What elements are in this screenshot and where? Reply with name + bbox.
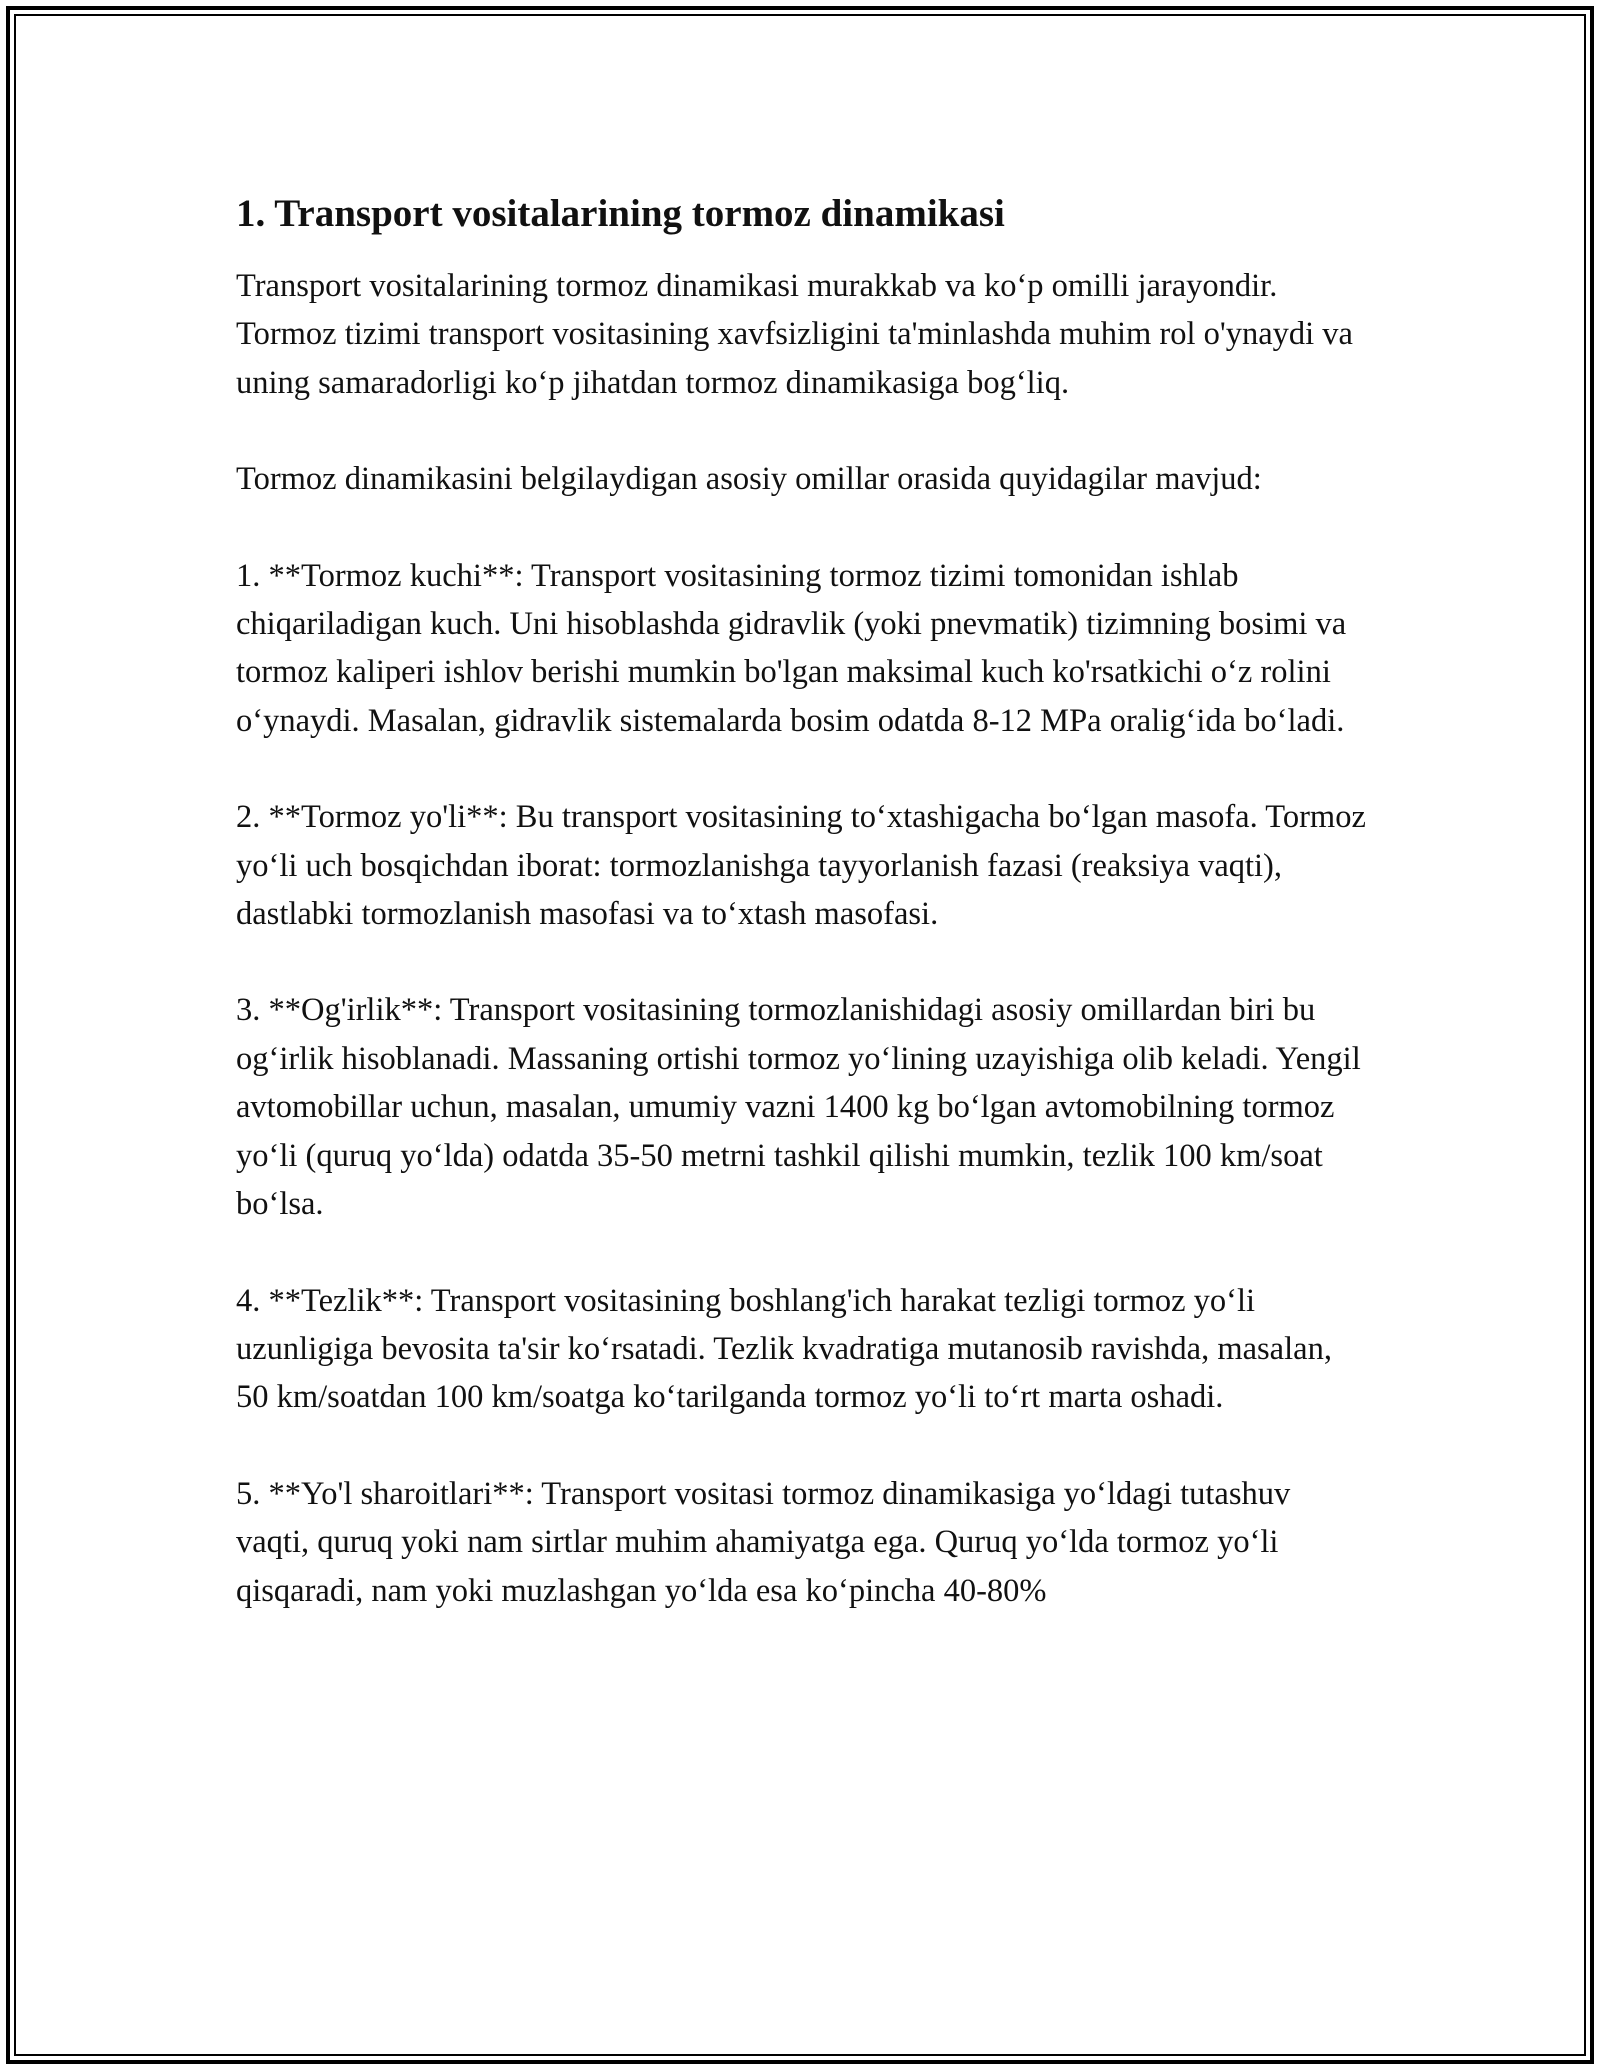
section-heading: 1. Transport vositalarining tormoz dinamikasi — [236, 192, 1005, 235]
paragraph-item-1: 1. **Tormoz kuchi**: Transport vositasining tormoz tizimi tomonidan ishlab chiqariladigan kuch. Uni hisoblashda gidravlik (yoki pnevmatik) tizimning bosimi va tormoz kaliperi ishlov berishi mumkin bo'lgan maksimal kuch ko'rsatkichi o‘z rolini o‘ynaydi. Masalan, gidravlik sistemalarda bosim odatda 8-12 MPa oralig‘ida bo‘ladi. — [236, 557, 1347, 739]
paragraph-item-5: 5. **Yo'l sharoitlari**: Transport vositasi tormoz dinamikasiga yo‘ldagi tutashuv vaqti, quruq yoki nam sirtlar muhim ahamiyatga ega. Quruq yo‘lda tormoz yo‘li qisqaradi, nam yoki muzlashgan yo‘lda esa ko‘pincha 40-80% — [236, 1475, 1291, 1609]
paragraph-factors-lead: Tormoz dinamikasini belgilaydigan asosiy omillar orasida quyidagilar mavjud: — [236, 461, 1262, 498]
paragraph-item-2: 2. **Tormoz yo'li**: Bu transport vositasining to‘xtashigacha bo‘lgan masofa. Tormoz yo‘li uch bosqichdan iborat: tormozlanishga tayyorlanish fazasi (reaksiya vaqti), dastlabki tormozlanish masofasi va to‘xtash masofasi. — [236, 799, 1366, 933]
paragraph-item-3: 3. **Og'irlik**: Transport vositasining tormozlanishidagi asosiy omillardan biri bu og‘irlik hisoblanadi. Massaning ortishi tormoz yo‘lining uzayishiga olib keladi. Yengil avtomobillar uchun, masalan, umumiy vazni 1400 kg bo‘lgan avtomobilning tormoz yo‘li (quruq yo‘lda) odatda 35-50 metrni tashkil qilishi mumkin, tezlik 100 km/soat bo‘lsa. — [236, 992, 1361, 1223]
paragraph-intro: Transport vositalarining tormoz dinamikasi murakkab va ko‘p omilli jarayondir. Tormoz tizimi transport vositasining xavfsizligini ta'minlashda muhim rol o'ynaydi va uning samaradorligi ko‘p jihatdan tormoz dinamikasiga bog‘liq. — [236, 268, 1353, 401]
document-body — [236, 186, 1366, 1615]
paragraph-item-4: 4. **Tezlik**: Transport vositasining boshlang'ich harakat tezligi tormoz yo‘li uzunligiga bevosita ta'sir ko‘rsatadi. Tezlik kvadratiga mutanosib ravishda, masalan, 50 km/soatdan 100 km/soatga ko‘tarilganda tormoz yo‘li to‘rt marta oshadi. — [236, 1282, 1332, 1416]
